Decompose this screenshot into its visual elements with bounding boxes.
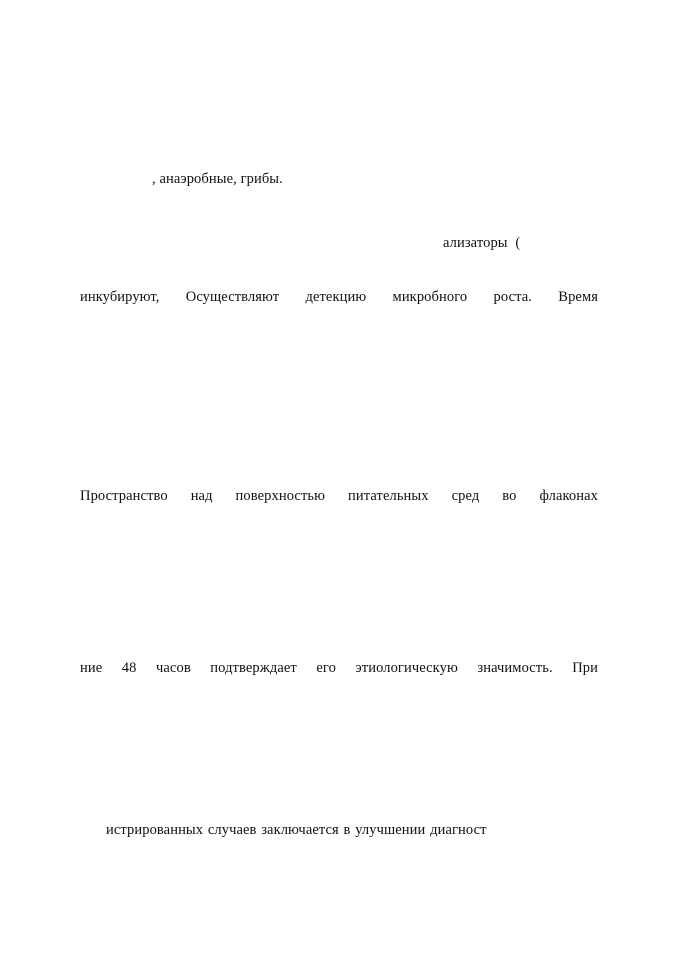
text-fragment-line: , анаэробные, грибы. — [152, 171, 283, 187]
text-paragraph-line: Пространство над поверхностью питательных сред во флаконах — [80, 488, 598, 504]
text-paragraph-line: ние 48 часов подтверждает его этиологическую значимость. При — [80, 660, 598, 676]
text-paragraph-line: инкубируют, Осуществляют детекцию микробного роста. Время — [80, 289, 598, 305]
text-fragment-line: ализаторы ( — [443, 235, 521, 251]
text-fragment-line: истрированных случаев заключается в улучшении диагност — [106, 822, 487, 838]
